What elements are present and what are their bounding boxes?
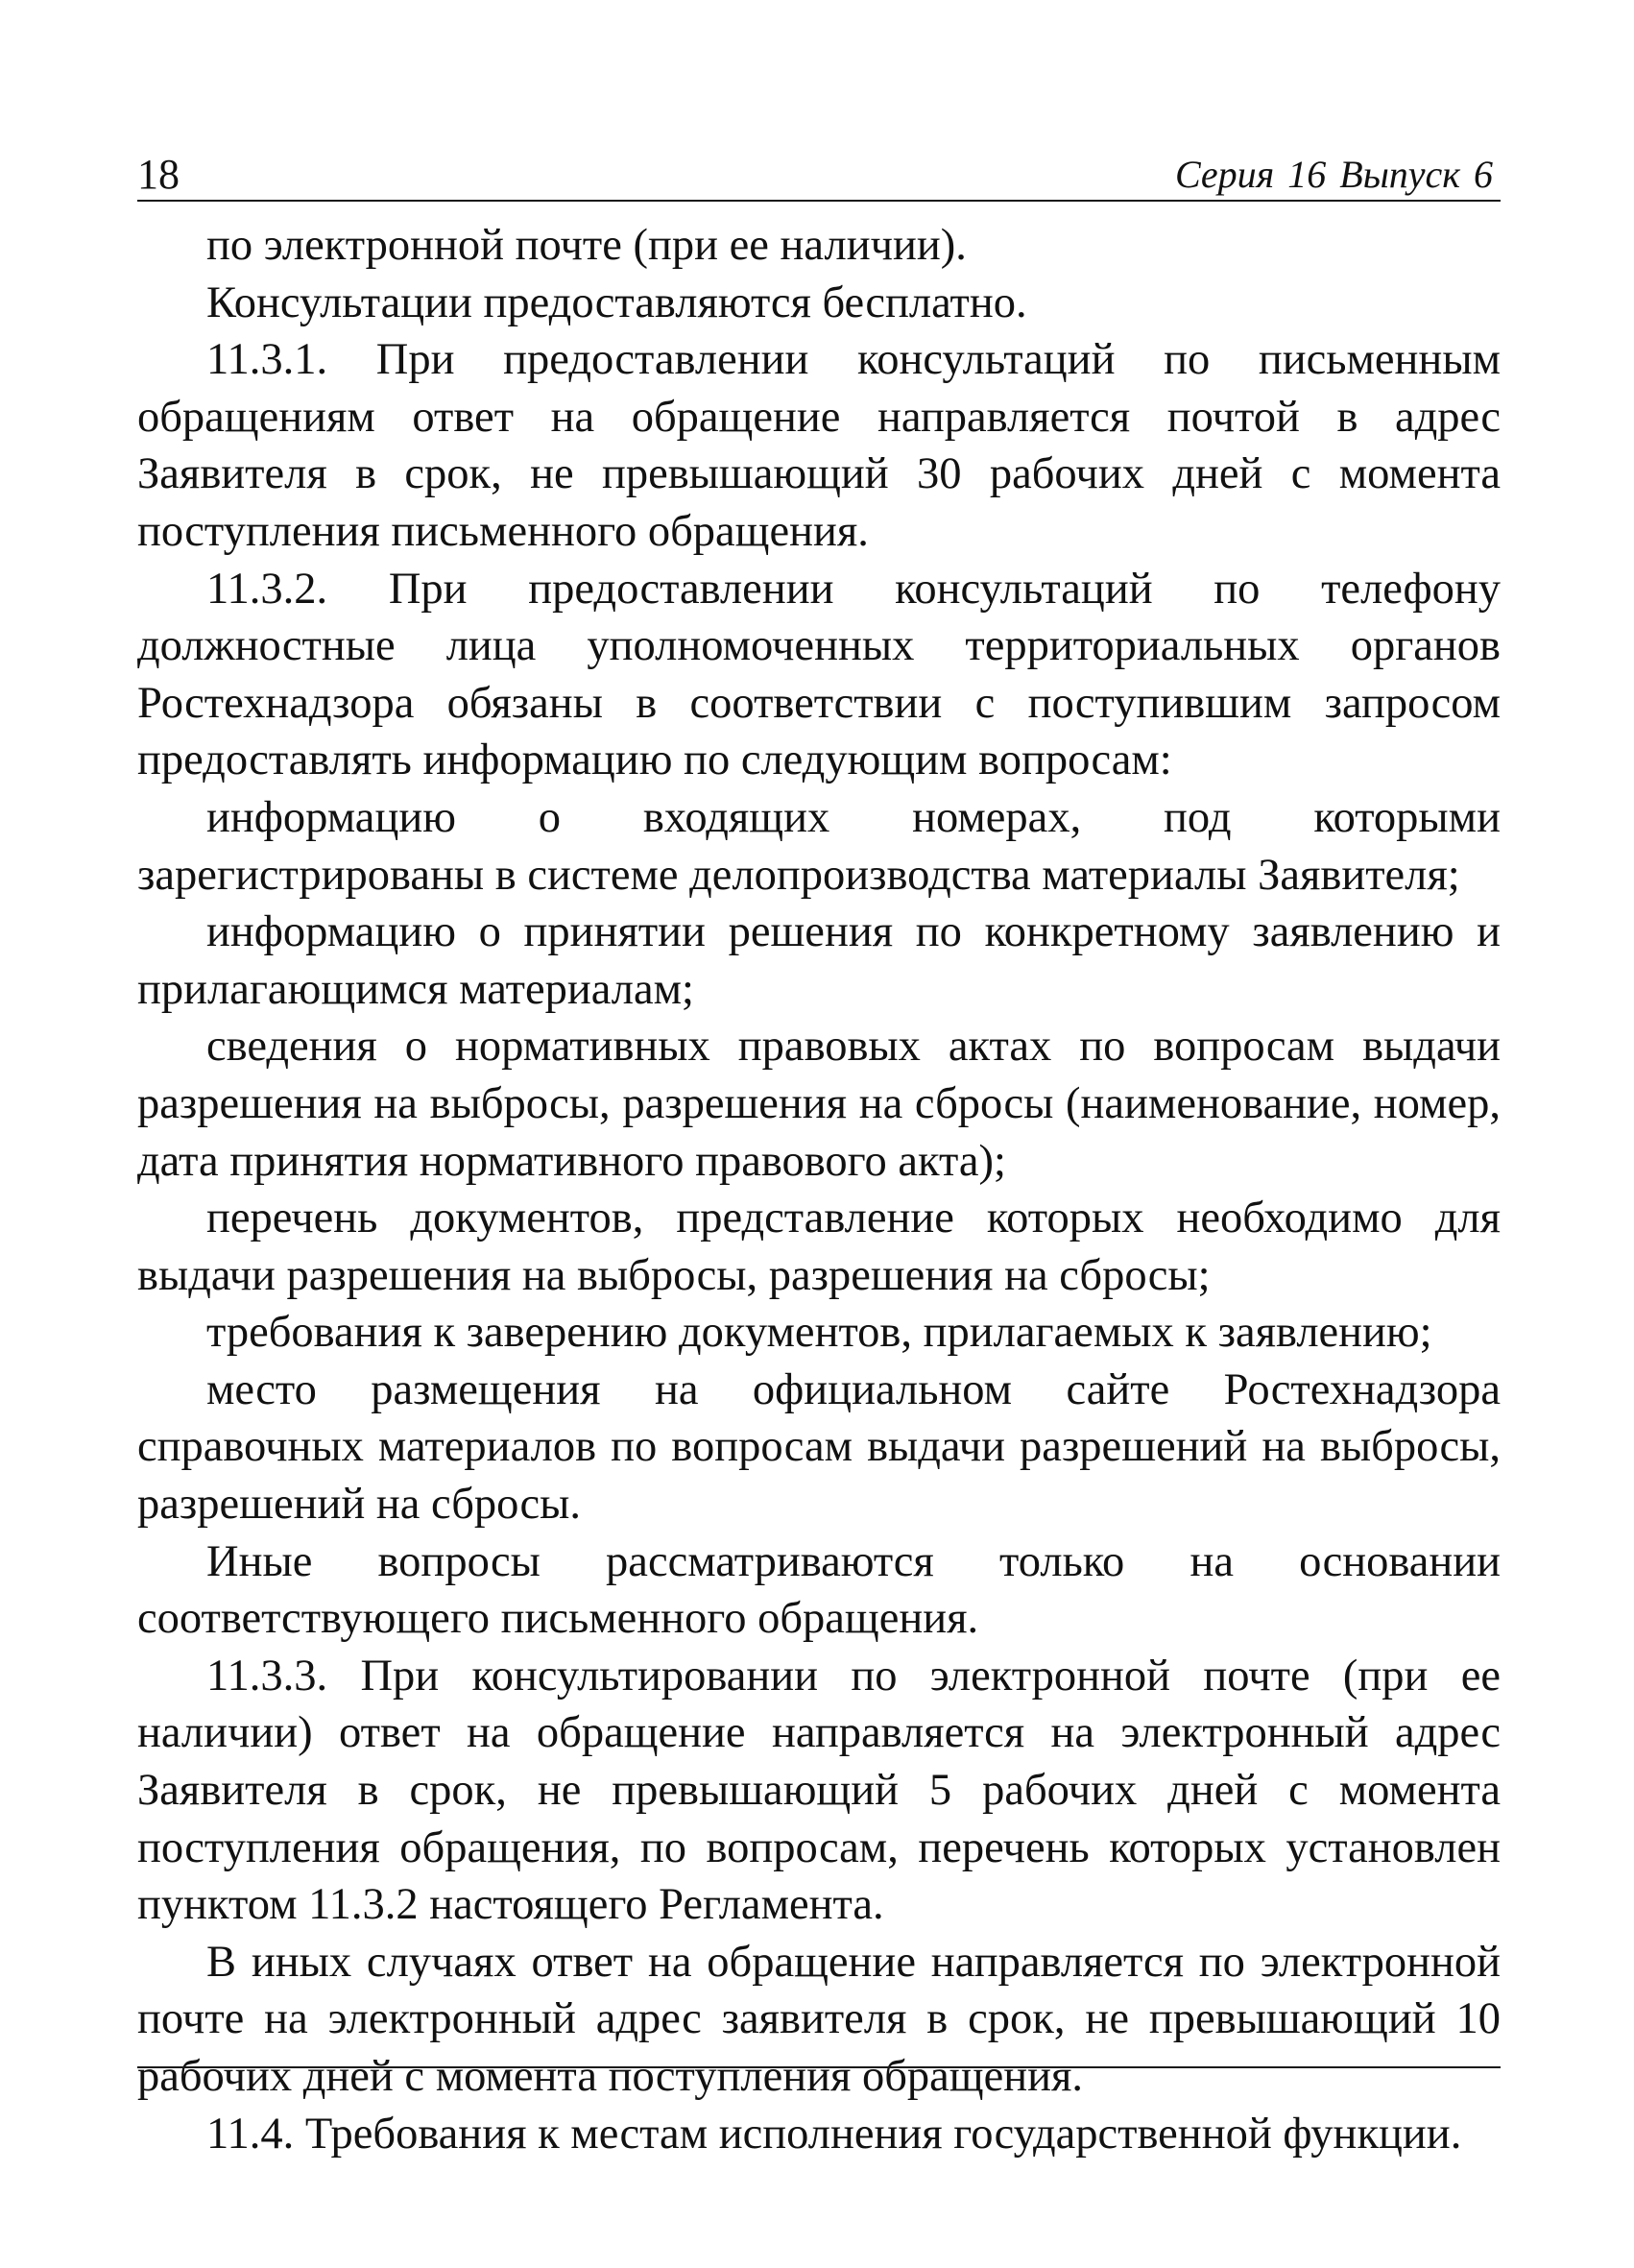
footer-rule [137, 2066, 1501, 2068]
paragraph-11-4: 11.4. Требования к местам исполнения государственной функции. [206, 2109, 1462, 2159]
paragraph-11-3-3: 11.3.3. При консультировании по электронной почте (при ее наличии) ответ на обращение направляется на электронный адрес Заявителя в срок, не превышающий 5 рабочих дней с момента поступления обращения, по вопросам, перечень которых установлен пунктом 11.3.2 настоящего Регламента. [137, 1651, 1501, 1930]
paragraph-11-3-2: 11.3.2. При предоставлении консультаций по телефону должностные лица уполномоченных территориальных органов Ростехнадзора обязаны в соответствии с поступившим запросом предоставлять информацию по следующим вопросам: [137, 564, 1501, 785]
list-item: место размещения на официальном сайте Ростехнадзора справочных материалов по вопросам выдачи разрешений на выбросы, разрешений на сбросы. [137, 1364, 1501, 1530]
list-item: информацию о принятии решения по конкретному заявлению и прилагающимся материалам; [137, 907, 1501, 1014]
body-text [137, 217, 1501, 2162]
document-page [137, 144, 1501, 2162]
paragraph-11-3-1: 11.3.1. При предоставлении консультаций по письменным обращениям ответ на обращение направляется почтой в адрес Заявителя в срок, не превышающий 30 рабочих дней с момента поступления письменного обращения. [137, 335, 1501, 556]
paragraph-continuation: по электронной почте (при ее наличии). [206, 221, 967, 270]
list-item: сведения о нормативных правовых актах по вопросам выдачи разрешения на выбросы, разрешения на сбросы (наименование, номер, дата принятия нормативного правового акта); [137, 1022, 1501, 1186]
list-item: требования к заверению документов, прилагаемых к заявлению; [206, 1308, 1432, 1358]
series-title: Серия 16 Выпуск 6 [1174, 153, 1493, 196]
list-item: информацию о входящих номерах, под которыми зарегистрированы в системе делопроизводства материалы Заявителя; [137, 792, 1501, 900]
paragraph: Консультации предоставляются бесплатно. [206, 277, 1027, 327]
page-header [137, 144, 1501, 202]
paragraph: Иные вопросы рассматриваются только на основании соответствующего письменного обращения. [137, 1536, 1501, 1644]
list-item: перечень документов, представление которых необходимо для выдачи разрешения на выбросы, разрешения на сбросы; [137, 1194, 1501, 1300]
page-number: 18 [137, 151, 180, 198]
paragraph: В иных случаях ответ на обращение направляется по электронной почте на электронный адрес заявителя в срок, не превышающий 10 рабочих дней с момента поступления обращения. [137, 1937, 1501, 2101]
